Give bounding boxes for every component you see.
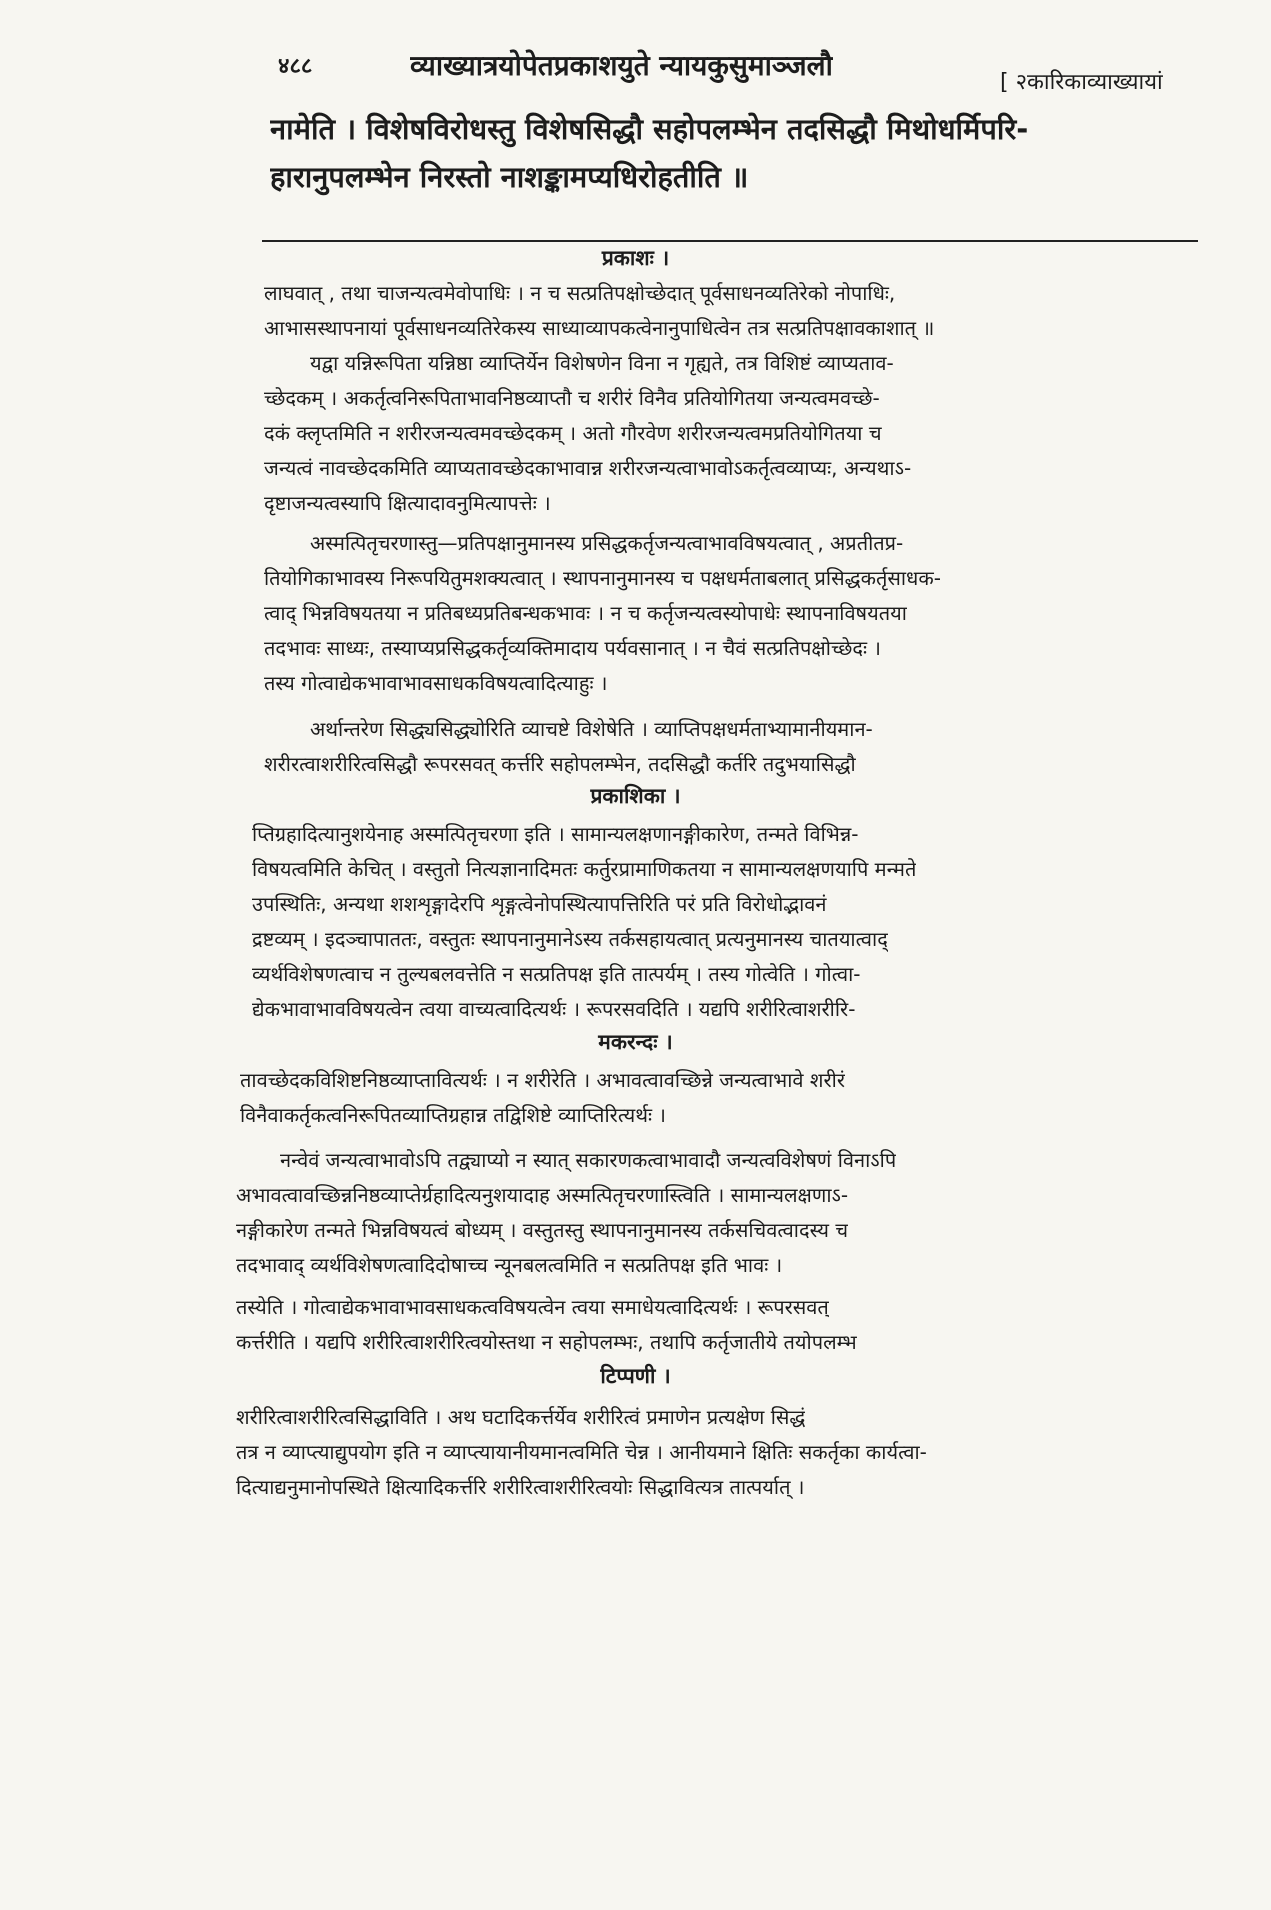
commentary-line: शरीरित्वाशरीरित्वसिद्धाविति । अथ घटादिकर्त्तर्येव शरीरित्वं प्रमाणेन प्रत्यक्षेण सिद्धं — [236, 1405, 806, 1429]
commentary-line: तस्य गोत्वाद्येकभावाभावसाधकविषयत्वादित्याहुः । — [264, 671, 608, 695]
commentary-line: नङ्गीकारेण तन्मते भिन्नविषयत्वं बोध्यम् । वस्तुतस्तु स्थापनानुमानस्य तर्कसचिवत्वादस्य च — [236, 1218, 849, 1242]
section-heading-tippani: टिप्पणी । — [600, 1364, 671, 1388]
commentary-line: नन्वेवं जन्यत्वाभावोऽपि तद्व्याप्यो न स्यात् सकारणकत्वाभावादौ जन्यत्वविशेषणं विनाऽपि — [280, 1148, 897, 1172]
commentary-line: दकं क्लृप्तमिति न शरीरजन्यत्वमवच्छेदकम् । अतो गौरवेण शरीरजन्यत्वमप्रतियोगितया च — [264, 421, 882, 445]
commentary-line: कर्त्तरीति । यद्यपि शरीरित्वाशरीरित्वयोस्तथा न सहोपलम्भः, तथापि कर्तृजातीये तयोपलम्भ — [236, 1330, 857, 1354]
commentary-line: व्यर्थविशेषणत्वाच न तुल्यबलवत्तेति न सत्प्रतिपक्ष इति तात्पर्यम् । तस्य गोत्वेति । गोत्वा- — [252, 962, 861, 986]
commentary-line: जन्यत्वं नावच्छेदकमिति व्याप्यतावच्छेदकाभावान्न शरीरजन्यत्वाभावोऽकर्तृत्वव्याप्यः, अन्यथाऽ- — [264, 456, 912, 480]
commentary-line: विनैवाकर्तृकत्वनिरूपितव्याप्तिग्रहान्न तद्विशिष्टे व्याप्तिरित्यर्थः । — [240, 1103, 666, 1127]
commentary-line: शरीरत्वाशरीरित्वसिद्धौ रूपरसवत् कर्त्तरि सहोपलम्भेन, तदसिद्धौ कर्तरि तदुभयासिद्धौ — [264, 752, 856, 776]
commentary-line: यद्वा यन्निरूपिता यन्निष्ठा व्याप्तिर्येन विशेषणेन विना न गृह्यते, तत्र विशिष्टं व्याप्यताव- — [310, 351, 894, 375]
commentary-line: द्रष्टव्यम् । इदञ्चापाततः, वस्तुतः स्थापनानुमानेऽस्य तर्कसहायत्वात् प्रत्यनुमानस्य चातयात्वाद् — [252, 927, 888, 951]
commentary-line: तदभावाद् व्यर्थविशेषणत्वादिदोषाच्च न्यूनबलत्वमिति न सत्प्रतिपक्ष इति भावः । — [236, 1253, 783, 1277]
commentary-line: त्वाद् भिन्नविषयतया न प्रतिबध्यप्रतिबन्धकभावः । न च कर्तृजन्यत्वस्योपाधेः स्थापनाविषयतया — [264, 601, 907, 625]
section-heading-makaranda: मकरन्दः । — [598, 1030, 673, 1054]
commentary-line: तत्र न व्याप्त्याद्युपयोग इति न व्याप्त्यायानीयमानत्वमिति चेन्न । आनीयमाने क्षितिः सकर्तृका कार्यत्वा- — [236, 1440, 927, 1464]
commentary-line: विषयत्वमिति केचित् । वस्तुतो नित्यज्ञानादिमतः कर्तुरप्रामाणिकतया न सामान्यलक्षणयापि मन्मते — [252, 857, 917, 881]
commentary-line: प्तिग्रहादित्यानुशयेनाह अस्मत्पितृचरणा इति । सामान्यलक्षणानङ्गीकारेण, तन्मते विभिन्न- — [252, 822, 859, 846]
commentary-line: दित्याद्यनुमानोपस्थिते क्षित्यादिकर्त्तरि शरीरित्वाशरीरित्वयोः सिद्धावित्यत्र तात्पर्यात् । — [236, 1475, 805, 1499]
commentary-line: द्येकभावाभावविषयत्वेन त्वया वाच्यत्वादित्यर्थः । रूपरसवदिति । यद्यपि शरीरित्वाशरीरि- — [252, 997, 856, 1021]
commentary-line: तावच्छेदकविशिष्टनिष्ठव्याप्तावित्यर्थः । न शरीरेति । अभावत्वावच्छिन्ने जन्यत्वाभावे शरीरं — [240, 1068, 846, 1092]
commentary-line: च्छेदकम् । अकर्तृत्वनिरूपिताभावनिष्ठव्याप्तौ च शरीरं विनैव प्रतियोगितया जन्यत्वमवच्छे- — [264, 386, 880, 410]
section-reference: [ २कारिकाव्याख्यायां — [1000, 70, 1163, 95]
running-title: व्याख्यात्रयोपेतप्रकाशयुते न्यायकुसुमाञ्जलौ — [410, 49, 833, 82]
commentary-line: उपस्थितिः, अन्यथा शशशृङ्गादेरपि शृङ्गत्वेनोपस्थित्यापत्तिरिति परं प्रति विरोधोद्भावनं — [252, 892, 827, 916]
commentary-line: आभासस्थापनायां पूर्वसाधनव्यतिरेकस्य साध्याव्यापकत्वेनानुपाधित्वेन तत्र सत्प्रतिपक्षावकाशात् ॥ — [264, 316, 935, 340]
main-text-line: नामेति । विशेषविरोधस्तु विशेषसिद्धौ सहोपलम्भेन तदसिद्धौ मिथोधर्मिपरि- — [270, 112, 1029, 146]
section-heading-prakashika: प्रकाशिका । — [590, 784, 681, 808]
section-heading-prakasha: प्रकाशः । — [601, 246, 670, 270]
commentary-line: अर्थान्तरेण सिद्ध्यसिद्ध्योरिति व्याचष्टे विशेषेति । व्याप्तिपक्षधर्मताभ्यामानीयमान- — [310, 717, 873, 741]
commentary-line: लाघवात् , तथा चाजन्यत्वमेवोपाधिः । न च सत्प्रतिपक्षोच्छेदात् पूर्वसाधनव्यतिरेको नोपाधिः, — [264, 281, 896, 305]
page-number: ४८८ — [278, 54, 313, 79]
separator-rule — [262, 240, 1198, 242]
commentary-line: अस्मत्पितृचरणास्तु—प्रतिपक्षानुमानस्य प्रसिद्धकर्तृजन्यत्वाभावविषयत्वात् , अप्रतीतप्र- — [310, 531, 904, 555]
commentary-line: तदभावः साध्यः, तस्याप्यप्रसिद्धकर्तृव्यक्तिमादाय पर्यवसानात् । न चैवं सत्प्रतिपक्षोच्छेदः । — [264, 636, 881, 660]
commentary-line: तस्येति । गोत्वाद्येकभावाभावसाधकत्वविषयत्वेन त्वया समाधेयत्वादित्यर्थः । रूपरसवत् — [236, 1295, 829, 1319]
commentary-line: तियोगिकाभावस्य निरूपयितुमशक्यत्वात् । स्थापनानुमानस्य च पक्षधर्मताबलात् प्रसिद्धकर्तृसाधक- — [264, 566, 941, 590]
commentary-line: दृष्टाजन्यत्वस्यापि क्षित्यादावनुमित्यापत्तेः । — [264, 491, 551, 515]
commentary-line: अभावत्वावच्छिन्ननिष्ठव्याप्तेर्ग्रहादित्यनुशयादाह अस्मत्पितृचरणास्त्विति । सामान्यलक्षणाऽ- — [236, 1183, 849, 1207]
main-text-line: हारानुपलम्भेन निरस्तो नाशङ्कामप्यधिरोहतीति ॥ — [270, 160, 749, 194]
